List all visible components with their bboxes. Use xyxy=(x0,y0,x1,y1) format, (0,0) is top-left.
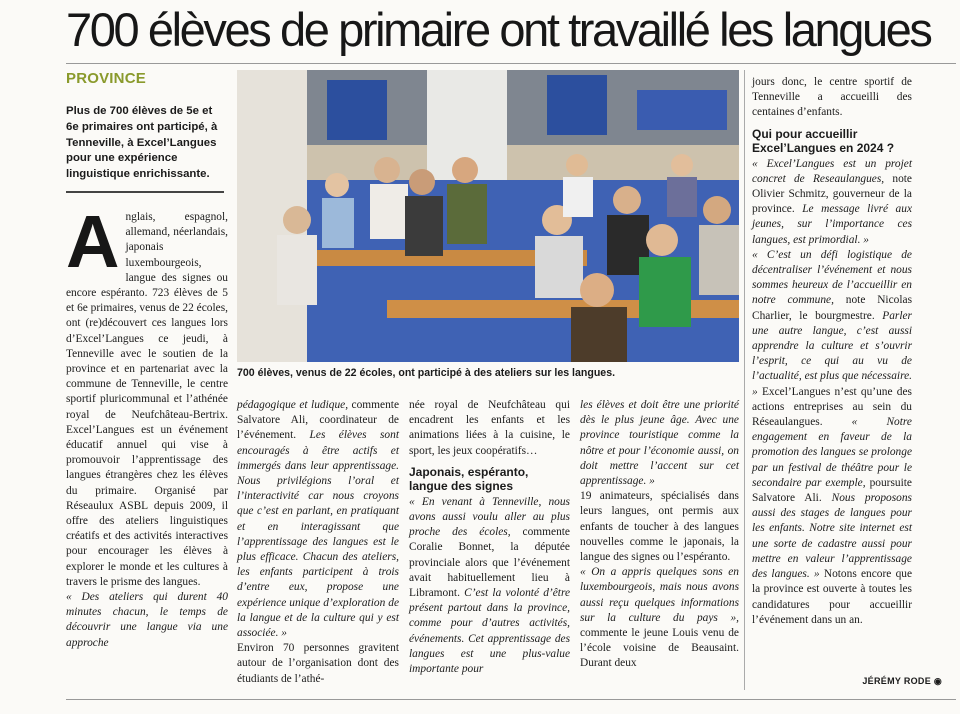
body-text: Notons encore que la province est ouverte à toutes les candidatures pour accueillir l’événement dans un an. xyxy=(752,568,913,626)
photo-caption: 700 élèves, venus de 22 écoles, ont participé à des ateliers sur les langues. xyxy=(237,367,616,379)
article-column-5 xyxy=(752,75,912,628)
body-text: note Olivier Schmitz, gouverneur de la province. xyxy=(752,172,912,216)
article-column-3 xyxy=(409,398,570,677)
section-kicker: PROVINCE xyxy=(66,70,146,87)
quote-text: « C’est un défi logistique de décentraliser l’événement et nous sommes heureux de l’accueillir en notre commune, xyxy=(752,248,912,307)
quote-text: Le message livré aux jeunes, sur l’importance ces langues, est primordial. » xyxy=(752,203,912,246)
headline: 700 élèves de primaire ont travaillé les langues xyxy=(66,3,931,56)
students-photo-illustration xyxy=(237,70,739,362)
article-column-4 xyxy=(580,398,739,672)
quote-text: « On a appris quelques sons en luxembourgeois, mais nous avons aussi reçu quelques informations sur la culture du pays », xyxy=(580,566,739,624)
lead-paragraph: Plus de 700 élèves de 5e et 6e primaires ont participé, à Tenneville, à Excel’Langues pour une expérience linguistique enrichissante. xyxy=(66,105,218,181)
body-text: Environ 70 personnes gravitent autour de l’organisation dont des étudiants de l’athé- xyxy=(237,642,399,685)
article-column-1 xyxy=(66,200,228,651)
quote-text: Parler une autre langue, c’est aussi apprendre la culture et s’ouvrir l’esprit, ce qui au vu de l’actualité, est plus que nécessaire. » xyxy=(752,309,912,398)
body-text: commente Salvatore Ali, coordinateur de l’événement. xyxy=(237,399,399,442)
section-subhead: Japonais, espéranto, langue des signes xyxy=(409,464,529,493)
quote-text: « En venant à Tenneville, nous avons aussi voulu aller au plus proche des écoles, xyxy=(409,495,570,539)
headline-divider xyxy=(66,63,956,64)
drop-cap: A xyxy=(66,200,120,283)
quote-text: Nous proposons aussi des stages de langues pour les enfants. Notre site internet est une sorte de cadastre aussi pour mettre en valeur l’apprentissage des langues. » xyxy=(752,492,912,581)
bottom-divider xyxy=(66,699,956,700)
body-text: jours donc, le centre sportif de Tenneville a accueilli des centaines d’enfants. xyxy=(752,76,912,119)
body-text: commente le jeune Louis venu de l’école voisine de Beausaint. Durant deux xyxy=(580,627,739,670)
section-subhead: Qui pour accueillir Excel’Langues en 2024 ? xyxy=(752,126,895,155)
quote-text: les élèves et doit être une priorité dès le plus jeune âge. Avec une province touristique comme la nôtre et pour l’économie aussi, on doit mettre l’accent sur cet apprentissage. » xyxy=(580,399,739,488)
body-text: commente Coralie Bonnet, la députée provinciale alors que l’événement avait habituellement lieu à Libramont. xyxy=(409,526,570,600)
credit-name: JÉRÉMY RODE xyxy=(862,676,932,686)
quote-text: C’est la volonté d’être présent partout dans la province, comme pour d’autres activités, événements. Cet apprentissage des langues est une plus-value importante pour xyxy=(409,587,571,676)
quote-text: « Excel’Langues est un projet concret de Reseaulangues, xyxy=(752,157,912,185)
lead-divider xyxy=(66,191,224,193)
photo-credit xyxy=(862,676,942,687)
article-column-2 xyxy=(237,398,399,687)
quote-text: Les élèves sont encouragés à être actifs et immergés dans leur apprentissage. Nous privilégions l’oral et l’interactivité car nous croyons que c’est en parlant, en pratiquant et en interagissant que l’apprentissage des langues est le plus efficace. Chacun des ateliers, les enfants participent à trois d’entre eux, propose une expérience unique d’exploration de la langue et de la culture qui y est associée. » xyxy=(237,429,399,640)
quote-text: « Notre engagement en faveur de la promotion des langues se prolonge par un festival de théâtre pour le secondaire par exemple, xyxy=(752,416,912,489)
body-text: 19 animateurs, spécialisés dans leurs langues, ont permis aux enfants de toucher à des langues nouvelles comme le japonais, la langue des signes ou l’espéranto. xyxy=(580,490,739,564)
body-text: note Nicolas Charlier, le bourgmestre. xyxy=(752,294,913,322)
body-text: Excel’Langues n’est qu’une des actions entreprises au sein du Réseaulangues. xyxy=(752,385,912,429)
body-text: née royal de Neufchâteau qui encadrent les enfants et les animations liées à la cuisine, le sport, les jeux coopératifs… xyxy=(409,399,570,457)
column-divider xyxy=(744,70,745,690)
quote-text: « Des ateliers qui durent 40 minutes chacun, le temps de découvrir une langue via une approche xyxy=(66,591,228,649)
body-text: poursuite Salvatore Ali. xyxy=(752,476,912,505)
quote-text: pédagogique et ludique, xyxy=(237,399,349,411)
body-text: nglais, espagnol, allemand, néerlandais, japonais luxembourgeois, langue des signes ou encore espéranto. 723 élèves de 5 et 6e primaires, venus de 22 écoles, ont (re)découvert ces langues lors d’Excel’Langues ce jeudi, à Tenneville avec le soutien de la province et en partenariat avec la commune de Tenneville, le centre sportif pluricommunal et l’athénée royal de Neufchâteau-Bertrix. Excel’Langues est un événement éducatif annuel qui vise à promouvoir l’apprentissage des langues étrangères chez les élèves du primaire. Organisé par Réseaulux ASBL depuis 2009, il offre des ateliers linguistiques créatifs et des activités interactives pour encourager les élèves à explorer le monde et les cultures à travers le prisme des langues. xyxy=(66,211,228,588)
camera-icon: ◉ xyxy=(933,676,942,686)
article-photo xyxy=(237,70,739,362)
